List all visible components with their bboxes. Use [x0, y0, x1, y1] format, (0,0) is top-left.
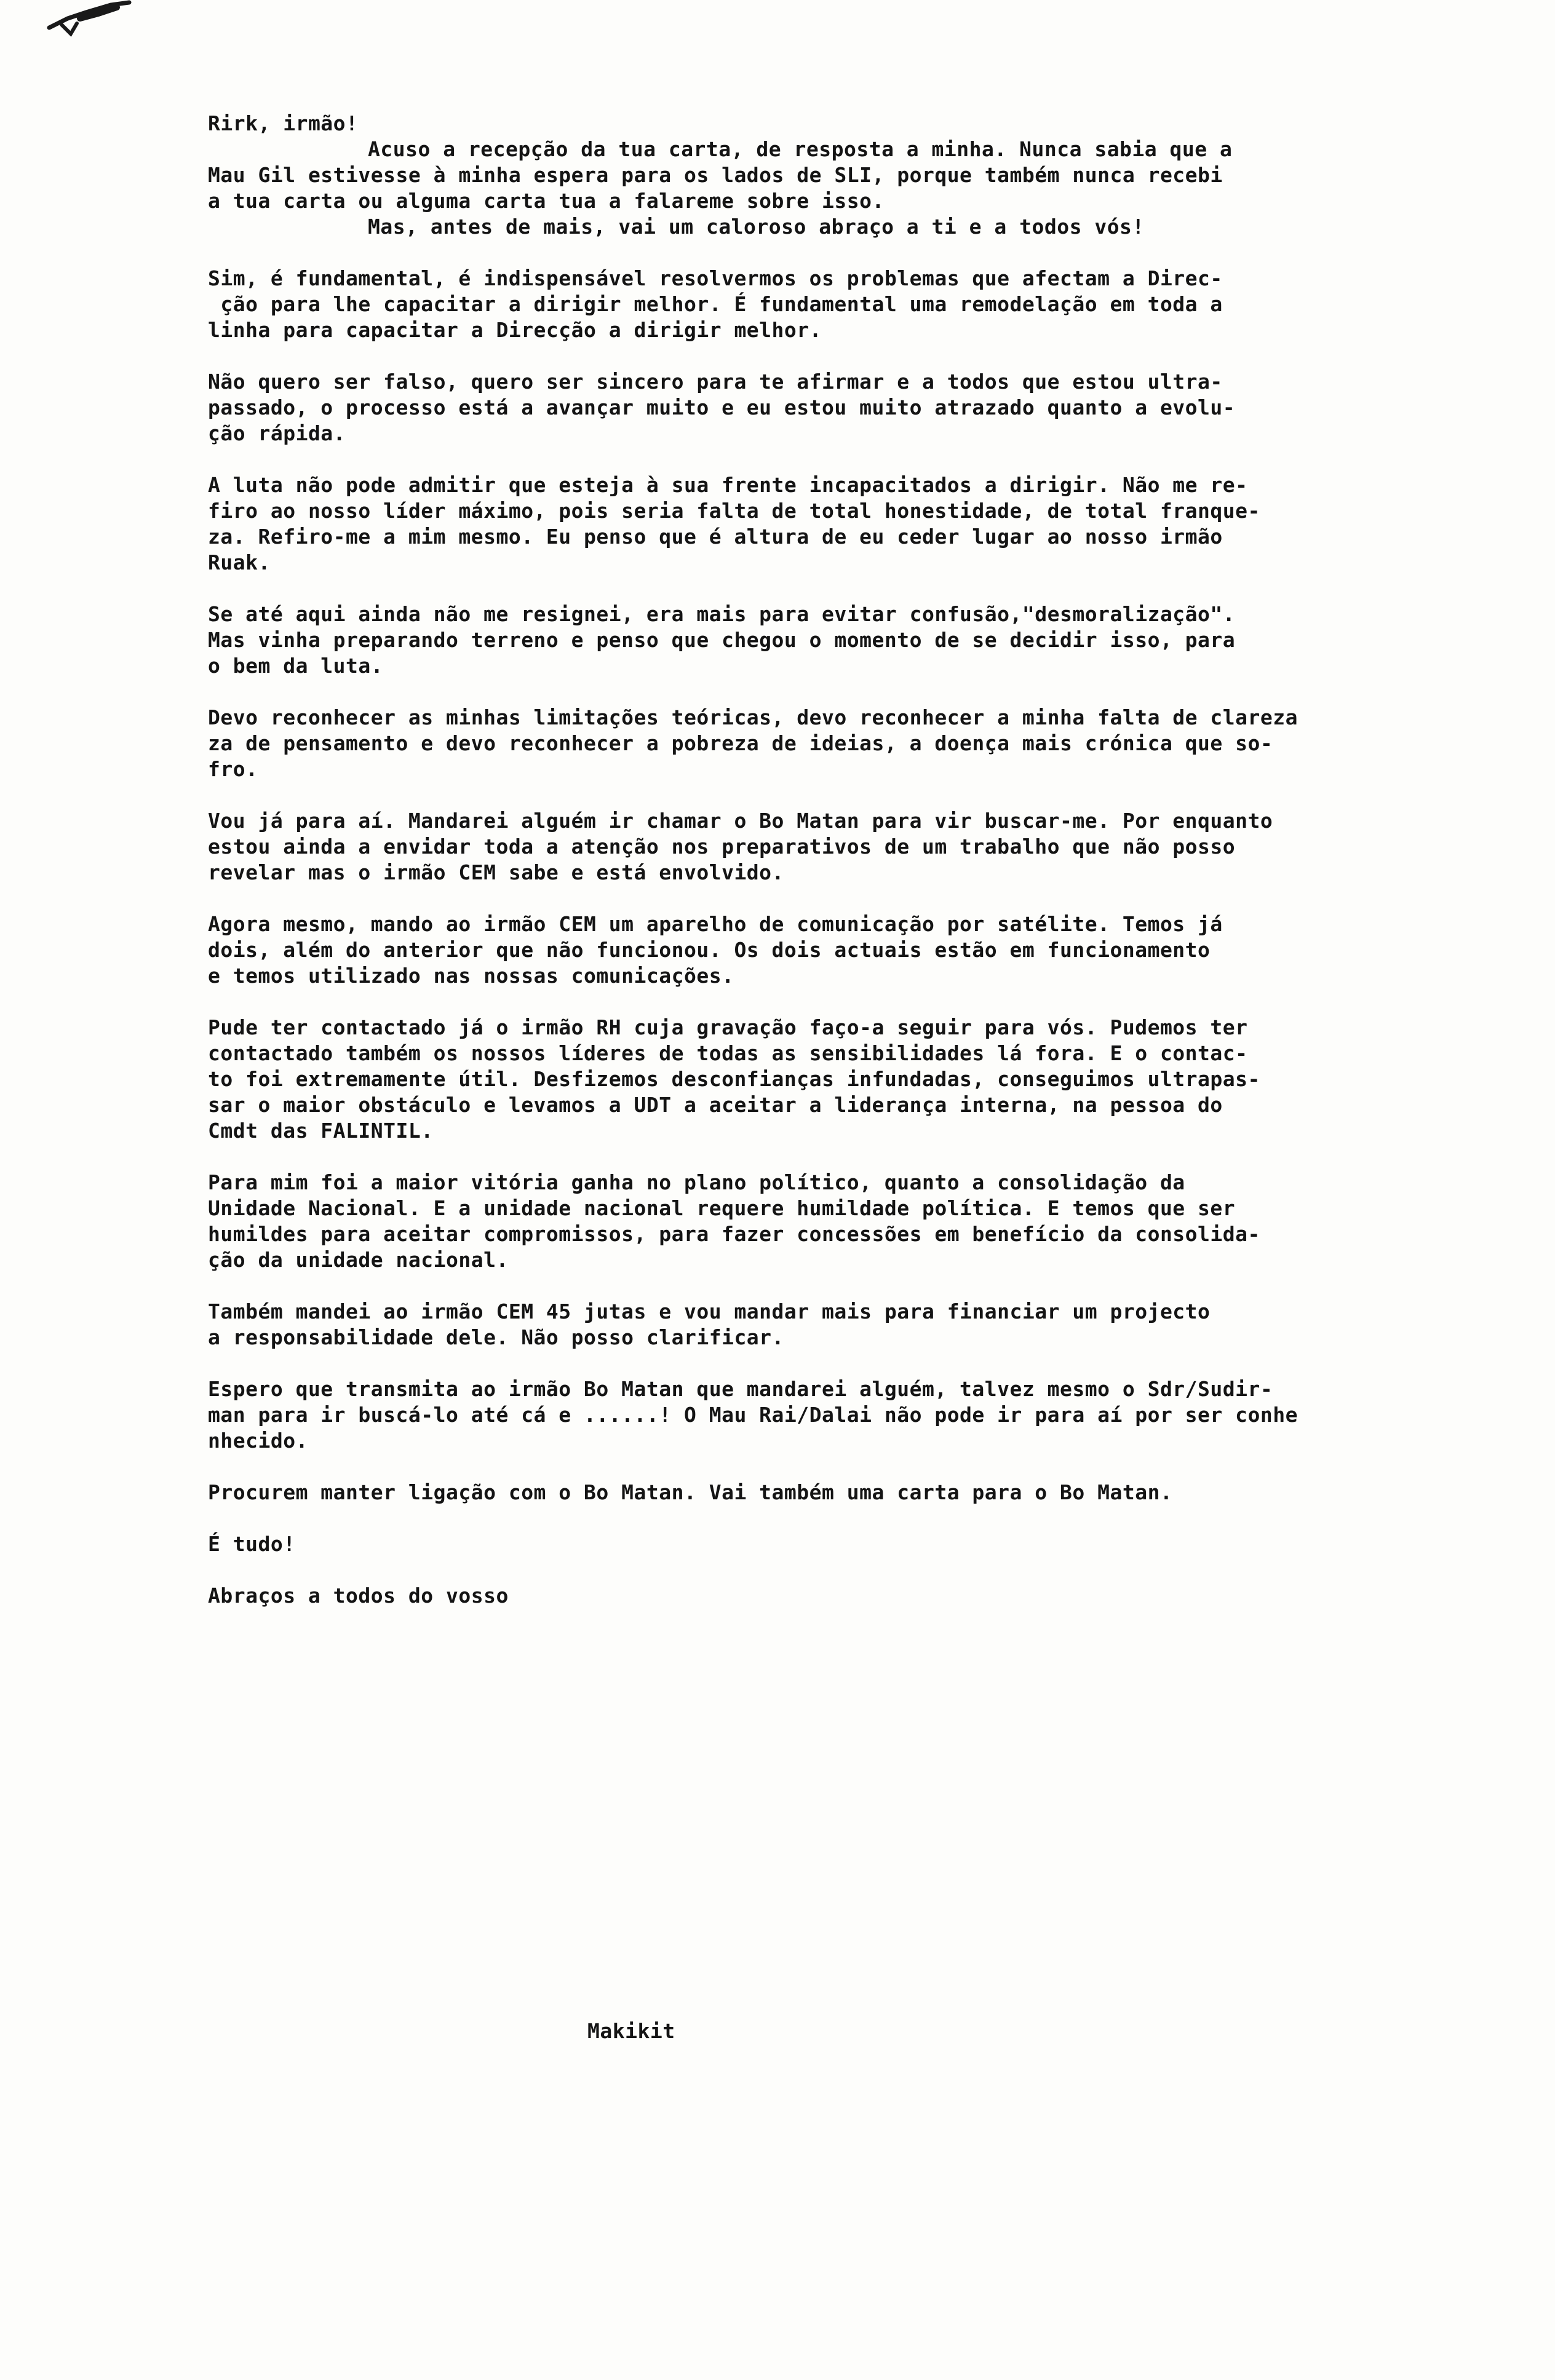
text-line: revelar mas o irmão CEM sabe e está envolvido.: [208, 860, 784, 884]
text-line: Abraços a todos do vosso: [208, 1584, 509, 1608]
text-line: Mas, antes de mais, vai um caloroso abraço a ti e a todos vós!: [368, 215, 1145, 239]
text-line: a tua carta ou alguma carta tua a falareme sobre isso.: [208, 189, 885, 213]
text-line: e temos utilizado nas nossas comunicações.: [208, 964, 734, 988]
paragraph-gap: [208, 679, 1530, 705]
paragraph: [208, 369, 1530, 446]
text-line: fro.: [208, 757, 258, 781]
paragraph-gap: [208, 886, 1530, 911]
paragraph: [208, 472, 1530, 576]
paragraph: [208, 1583, 1530, 1609]
text-line: Agora mesmo, mando ao irmão CEM um aparelho de comunicação por satélite. Temos já: [208, 912, 1223, 936]
text-line: Espero que transmita ao irmão Bo Matan que mandarei alguém, talvez mesmo o Sdr/Sudir-: [208, 1377, 1273, 1401]
text-line: za de pensamento e devo reconhecer a pobreza de ideias, a doença mais crónica que so-: [208, 731, 1273, 755]
paragraph: [208, 214, 1530, 240]
text-line: Não quero ser falso, quero ser sincero para te afirmar e a todos que estou ultra-: [208, 370, 1223, 394]
text-line: contactado também os nossos líderes de todas as sensibilidades lá fora. E o contac-: [208, 1041, 1248, 1065]
text-line: Procurem manter ligação com o Bo Matan. Vai também uma carta para o Bo Matan.: [208, 1480, 1173, 1504]
text-line: a responsabilidade dele. Não posso clarificar.: [208, 1325, 784, 1349]
paragraph: [208, 1299, 1530, 1351]
text-line: passado, o processo está a avançar muito e eu estou muito atrazado quanto a evolu-: [208, 395, 1236, 419]
scribble-mark: [43, 0, 135, 43]
paragraph-gap: [208, 1273, 1530, 1299]
text-line: Pude ter contactado já o irmão RH cuja gravação faço-a seguir para vós. Pudemos ter: [208, 1015, 1248, 1039]
text-line: Vou já para aí. Mandarei alguém ir chamar o Bo Matan para vir buscar-me. Por enquanto: [208, 809, 1273, 833]
signature: Makikit: [587, 2019, 675, 2043]
paragraph-gap: [208, 1351, 1530, 1376]
text-line: to foi extremamente útil. Desfizemos desconfianças infundadas, conseguimos ultrapas-: [208, 1067, 1260, 1091]
paragraph-gap: [208, 1557, 1530, 1583]
text-line: ção rápida.: [208, 421, 346, 445]
paragraph: [208, 808, 1530, 886]
text-line: ção da unidade nacional.: [208, 1248, 509, 1272]
paragraph: [208, 1531, 1530, 1557]
text-line: É tudo!: [208, 1532, 296, 1556]
text-line: man para ir buscá-lo até cá e ......! O Mau Rai/Dalai não pode ir para aí por ser conhe: [208, 1403, 1298, 1427]
paragraph: [208, 137, 1530, 214]
paragraph-gap: [208, 1505, 1530, 1531]
greeting: Rirk, irmão!: [208, 111, 359, 135]
paragraph-gap: [208, 446, 1530, 472]
text-line: Acuso a recepção da tua carta, de resposta a minha. Nunca sabia que a: [368, 137, 1233, 161]
paragraph-gap: [208, 1454, 1530, 1480]
text-line: ção para lhe capacitar a dirigir melhor. É fundamental uma remodelação em toda a: [208, 292, 1223, 316]
paragraph: [208, 266, 1530, 343]
paragraph: [208, 601, 1530, 679]
text-line: o bem da luta.: [208, 654, 384, 678]
text-line: Ruak.: [208, 550, 271, 574]
text-line: Devo reconhecer as minhas limitações teóricas, devo reconhecer a minha falta de clareza: [208, 705, 1298, 729]
text-line: Unidade Nacional. E a unidade nacional requere humildade política. E temos que ser: [208, 1196, 1236, 1220]
text-line: Mas vinha preparando terreno e penso que chegou o momento de se decidir isso, para: [208, 628, 1236, 652]
paragraph-gap: [208, 1144, 1530, 1170]
paragraph-gap: [208, 576, 1530, 601]
text-line: nhecido.: [208, 1429, 308, 1453]
text-line: firo ao nosso líder máximo, pois seria falta de total honestidade, de total franque-: [208, 499, 1260, 523]
paragraph: [208, 1376, 1530, 1454]
text-line: linha para capacitar a Direcção a dirigir melhor.: [208, 318, 822, 342]
text-line: Cmdt das FALINTIL.: [208, 1119, 434, 1143]
text-line: dois, além do anterior que não funcionou. Os dois actuais estão em funcionamento: [208, 938, 1211, 962]
paragraph-gap: [208, 343, 1530, 369]
text-line: Se até aqui ainda não me resignei, era mais para evitar confusão,"desmoralização".: [208, 602, 1236, 626]
paragraph: [208, 911, 1530, 989]
text-line: estou ainda a envidar toda a atenção nos preparativos de um trabalho que não posso: [208, 835, 1236, 859]
text-line: A luta não pode admitir que esteja à sua frente incapacitados a dirigir. Não me re-: [208, 473, 1248, 497]
text-line: Sim, é fundamental, é indispensável resolvermos os problemas que afectam a Direc-: [208, 266, 1223, 290]
text-line: Para mim foi a maior vitória ganha no plano político, quanto a consolidação da: [208, 1170, 1185, 1194]
letter-body: [208, 111, 1530, 1609]
paragraph-gap: [208, 782, 1530, 808]
paragraph: [208, 1015, 1530, 1144]
text-line: Mau Gil estivesse à minha espera para os lados de SLI, porque também nunca recebi: [208, 163, 1223, 187]
paragraph: [208, 1170, 1530, 1273]
paragraph: [208, 705, 1530, 782]
paragraph-gap: [208, 240, 1530, 266]
paragraph: [208, 1480, 1530, 1505]
text-line: humildes para aceitar compromissos, para fazer concessões em benefício da consolida-: [208, 1222, 1260, 1246]
paragraph-gap: [208, 989, 1530, 1015]
text-line: sar o maior obstáculo e levamos a UDT a aceitar a liderança interna, na pessoa do: [208, 1093, 1223, 1117]
text-line: Também mandei ao irmão CEM 45 jutas e vou mandar mais para financiar um projecto: [208, 1299, 1211, 1323]
text-line: za. Refiro-me a mim mesmo. Eu penso que é altura de eu ceder lugar ao nosso irmão: [208, 525, 1223, 549]
